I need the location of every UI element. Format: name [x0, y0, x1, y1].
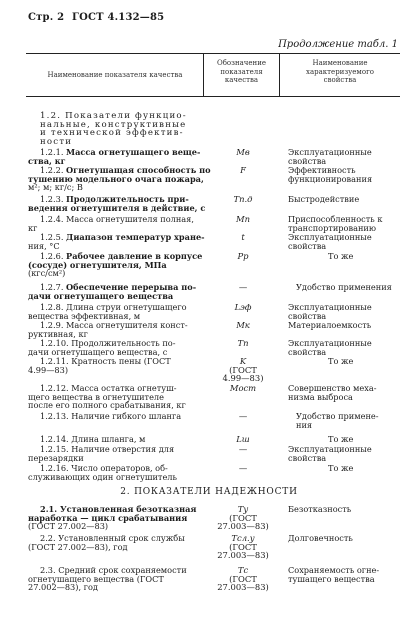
property-cell: Быстродействие — [288, 194, 360, 204]
symbol-cell: — — [238, 463, 248, 473]
symbol-cell: F — [240, 165, 246, 175]
property-cell: То же — [328, 251, 354, 261]
property-cell: Удобство применения — [296, 282, 392, 292]
table-row: 1.2.13. Наличие гибкого шланга — [40, 411, 182, 421]
table-row: 1.2.4. Масса огнетушителя полная, кг — [28, 214, 194, 233]
symbol-cell: K (ГОСТ 4.99—83) — [222, 356, 264, 384]
property-cell: Эксплуатационные свойства — [288, 147, 372, 166]
table-row: 1.2.7. Обеспечение перерыва по- дачи огнетушащего вещества — [28, 282, 197, 301]
table-row: 1.2.8. Длина струи огнетушащего вещества эффективная, м — [28, 302, 187, 321]
symbol-cell: Tсл.у (ГОСТ 27.003—83) — [217, 533, 269, 561]
section-title-reliability: 2. ПОКАЗАТЕЛИ НАДЕЖНОСТИ — [120, 487, 298, 497]
property-cell: Эксплуатационные свойства — [288, 232, 372, 251]
symbol-cell: Mв — [236, 147, 250, 157]
table-row: 1.2.11. Кратность пены (ГОСТ 4.99—83) — [28, 356, 171, 375]
property-cell: Эксплуатационные свойства — [288, 302, 372, 321]
symbol-cell: — — [238, 411, 248, 421]
property-cell: То же — [328, 463, 354, 473]
symbol-cell: Tп.д — [233, 194, 253, 204]
table-row: 1.2.16. Число операторов, об- служивающих один огнетушитель — [28, 463, 177, 482]
table-row: 1.2.12. Масса остатка огнетуш- щего вещества в огнетушителе после его полного срабатывания, кг — [28, 383, 186, 411]
table-row: 1.2.10. Продолжительность по- дачи огнетушащего вещества, с — [28, 338, 176, 357]
symbol-cell: Lэф — [234, 302, 252, 312]
table-row: 1.2.1. Масса огнетушащего веще- ства, кг — [28, 147, 201, 166]
table-row: 2.1. Установленная безотказная наработка — цикл срабатывания (ГОСТ 27.002—83) — [28, 504, 197, 532]
table-row: 1.2.9. Масса огнетушителя конст- руктивная, кг — [28, 320, 188, 339]
symbol-cell: Lш — [236, 434, 250, 444]
column-header-name: Наименование показателя качества — [47, 71, 183, 79]
symbol-cell: Tп — [237, 338, 249, 348]
property-cell: Сохраняемость огне- тушащего вещества — [288, 565, 380, 584]
property-cell: Удобство примене- ния — [296, 411, 379, 430]
page-header — [28, 12, 164, 23]
column-header-symbol: Обозначение показателя качества — [216, 59, 267, 84]
table-row: 1.2.6. Рабочее давление в корпусе (сосуде) огнетушителя, МПа (кгс/см²) — [28, 251, 203, 279]
table-top-rule — [26, 53, 400, 54]
table-row: 1.2.2. Огнетушащая способность по тушению модельного очага пожара, м²; м; кг/с; В — [28, 165, 211, 193]
property-cell: То же — [328, 434, 354, 444]
property-cell: Эксплуатационные свойства — [288, 444, 372, 463]
table-row: 1.2.15. Наличие отверстия для перезарядки — [28, 444, 175, 463]
table-row: 1.2.14. Длина шланга, м — [40, 434, 146, 444]
symbol-cell: Tс (ГОСТ 27.003—83) — [217, 565, 269, 593]
symbol-cell: — — [238, 444, 248, 454]
symbol-cell: Tу (ГОСТ 27.003—83) — [217, 504, 269, 532]
table-row: 2.2. Установленный срок службы (ГОСТ 27.002—83), год — [28, 533, 185, 552]
property-cell: Эксплуатационные свойства — [288, 338, 372, 357]
symbol-cell: — — [238, 282, 248, 292]
property-cell: То же — [328, 356, 354, 366]
property-cell: Совершенство меха- низма выброса — [288, 383, 377, 402]
table-row: 1.2.5. Диапазон температур хране- ния, °С — [28, 232, 205, 251]
table-continuation-label: Продолжение табл. 1 — [278, 39, 398, 50]
property-cell: Безотказность — [288, 504, 352, 514]
table-row: 1.2.3. Продолжительность при- ведения огнетушителя в действие, с — [28, 194, 206, 213]
property-cell: Приспособленность к транспортированию — [288, 214, 383, 233]
page-number: Стр. 2 — [28, 12, 65, 23]
symbol-cell: Mп — [236, 214, 250, 224]
symbol-cell: Mк — [236, 320, 250, 330]
property-cell: Материалоемкость — [288, 320, 372, 330]
symbol-cell: Mост — [229, 383, 257, 393]
table-row: 2.3. Средний срок сохраняемости огнетушащего вещества (ГОСТ 27.002—83), год — [28, 565, 187, 593]
standard-code: ГОСТ 4.132—85 — [71, 12, 165, 23]
table-header-rule — [26, 96, 400, 97]
column-header-property: Наименование характеризуемого свойства — [306, 59, 374, 84]
symbol-cell: Pр — [237, 251, 249, 261]
property-cell: Долговечность — [288, 533, 353, 543]
section-title-functional: 1.2. Показатели функцио- нальные, конструктивные и технической эффектив- ности — [40, 111, 187, 148]
symbol-cell: t — [241, 232, 245, 242]
property-cell: Эффективность функционирования — [288, 165, 373, 184]
